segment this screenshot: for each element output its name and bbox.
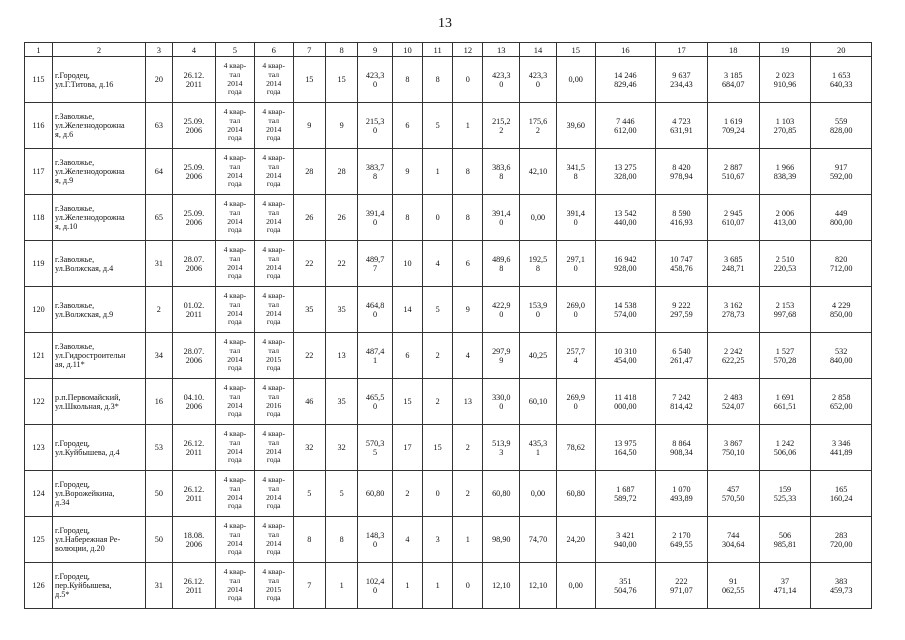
table-row	[25, 195, 872, 241]
address-cell: г.Заволжье, ул.Волжская, д.9	[53, 287, 146, 333]
col20-cell: 559 828,00	[811, 103, 872, 149]
col19-cell: 1 527 570,28	[759, 333, 811, 379]
address-cell: г.Заволжье, ул.Гидростроительн ая, д.11*	[53, 333, 146, 379]
col15-cell: 78,62	[556, 425, 595, 471]
table-row	[25, 425, 872, 471]
col13-cell: 12,10	[483, 563, 520, 609]
col9-cell: 423,3 0	[358, 57, 393, 103]
address-cell: г.Заволжье, ул.Железнодорожна я, д.6	[53, 103, 146, 149]
col7-cell: 8	[293, 517, 325, 563]
col13-cell: 422,9 0	[483, 287, 520, 333]
col16-cell: 10 310 454,00	[595, 333, 655, 379]
header-cell: 7	[293, 43, 325, 57]
row-number-cell: 116	[25, 103, 53, 149]
col9-cell: 487,4 1	[358, 333, 393, 379]
col16-cell: 351 504,76	[595, 563, 655, 609]
col7-cell: 28	[293, 149, 325, 195]
col11-cell: 4	[423, 241, 453, 287]
quarter-start-cell: 4 квар- тал 2014 года	[215, 57, 254, 103]
col10-cell: 14	[392, 287, 422, 333]
col11-cell: 0	[423, 195, 453, 241]
header-cell: 18	[707, 43, 759, 57]
quarter-start-cell: 4 квар- тал 2014 года	[215, 425, 254, 471]
date-cell: 18.08. 2006	[172, 517, 215, 563]
col18-cell: 457 570,50	[707, 471, 759, 517]
col11-cell: 15	[423, 425, 453, 471]
col18-cell: 3 685 248,71	[707, 241, 759, 287]
col19-cell: 1 103 270,85	[759, 103, 811, 149]
col18-cell: 3 162 278,73	[707, 287, 759, 333]
quarter-start-cell: 4 квар- тал 2014 года	[215, 379, 254, 425]
col12-cell: 2	[453, 471, 483, 517]
header-cell: 9	[358, 43, 393, 57]
col3-cell: 31	[145, 563, 172, 609]
col15-cell: 257,7 4	[556, 333, 595, 379]
col8-cell: 9	[325, 103, 357, 149]
col16-cell: 14 538 574,00	[595, 287, 655, 333]
col7-cell: 7	[293, 563, 325, 609]
header-cell: 12	[453, 43, 483, 57]
col7-cell: 35	[293, 287, 325, 333]
col11-cell: 5	[423, 287, 453, 333]
col10-cell: 6	[392, 103, 422, 149]
date-cell: 25.09. 2006	[172, 195, 215, 241]
table-row	[25, 241, 872, 287]
col18-cell: 2 242 622,25	[707, 333, 759, 379]
col15-cell: 60,80	[556, 471, 595, 517]
address-cell: г.Заволжье, ул.Железнодорожна я, д.10	[53, 195, 146, 241]
col8-cell: 26	[325, 195, 357, 241]
col19-cell: 506 985,81	[759, 517, 811, 563]
col17-cell: 2 170 649,55	[656, 517, 708, 563]
col19-cell: 2 023 910,96	[759, 57, 811, 103]
table-row	[25, 287, 872, 333]
row-number-cell: 119	[25, 241, 53, 287]
header-cell: 20	[811, 43, 872, 57]
quarter-end-cell: 4 квар- тал 2014 года	[254, 57, 293, 103]
quarter-end-cell: 4 квар- тал 2015 года	[254, 563, 293, 609]
col16-cell: 16 942 928,00	[595, 241, 655, 287]
header-cell: 6	[254, 43, 293, 57]
col8-cell: 8	[325, 517, 357, 563]
row-number-cell: 115	[25, 57, 53, 103]
col12-cell: 0	[453, 563, 483, 609]
col3-cell: 64	[145, 149, 172, 195]
col18-cell: 91 062,55	[707, 563, 759, 609]
col11-cell: 0	[423, 471, 453, 517]
col13-cell: 215,2 2	[483, 103, 520, 149]
col7-cell: 22	[293, 333, 325, 379]
col18-cell: 744 304,64	[707, 517, 759, 563]
col14-cell: 435,3 1	[520, 425, 557, 471]
col10-cell: 17	[392, 425, 422, 471]
col7-cell: 9	[293, 103, 325, 149]
table-row	[25, 517, 872, 563]
col16-cell: 3 421 940,00	[595, 517, 655, 563]
quarter-start-cell: 4 квар- тал 2014 года	[215, 287, 254, 333]
col14-cell: 0,00	[520, 195, 557, 241]
col10-cell: 4	[392, 517, 422, 563]
col15-cell: 0,00	[556, 57, 595, 103]
col15-cell: 341,5 8	[556, 149, 595, 195]
col10-cell: 8	[392, 57, 422, 103]
col11-cell: 2	[423, 333, 453, 379]
col3-cell: 34	[145, 333, 172, 379]
col13-cell: 489,6 8	[483, 241, 520, 287]
col7-cell: 46	[293, 379, 325, 425]
quarter-start-cell: 4 квар- тал 2014 года	[215, 149, 254, 195]
col16-cell: 11 418 000,00	[595, 379, 655, 425]
col12-cell: 1	[453, 517, 483, 563]
col8-cell: 22	[325, 241, 357, 287]
address-cell: г.Городец, ул.Набережная Ре- волюции, д.20	[53, 517, 146, 563]
col11-cell: 1	[423, 149, 453, 195]
quarter-end-cell: 4 квар- тал 2014 года	[254, 471, 293, 517]
col12-cell: 9	[453, 287, 483, 333]
quarter-end-cell: 4 квар- тал 2014 года	[254, 149, 293, 195]
col20-cell: 532 840,00	[811, 333, 872, 379]
address-cell: г.Городец, ул.Куйбышева, д.4	[53, 425, 146, 471]
col20-cell: 4 229 850,00	[811, 287, 872, 333]
col14-cell: 192,5 8	[520, 241, 557, 287]
col8-cell: 15	[325, 57, 357, 103]
col17-cell: 8 590 416,93	[656, 195, 708, 241]
col19-cell: 37 471,14	[759, 563, 811, 609]
quarter-end-cell: 4 квар- тал 2016 года	[254, 379, 293, 425]
table-row	[25, 333, 872, 379]
col17-cell: 222 971,07	[656, 563, 708, 609]
quarter-end-cell: 4 квар- тал 2015 года	[254, 333, 293, 379]
col17-cell: 4 723 631,91	[656, 103, 708, 149]
table-row	[25, 563, 872, 609]
data-table	[24, 42, 872, 609]
col3-cell: 50	[145, 471, 172, 517]
col16-cell: 13 975 164,50	[595, 425, 655, 471]
col9-cell: 570,3 5	[358, 425, 393, 471]
col19-cell: 2 153 997,68	[759, 287, 811, 333]
col7-cell: 22	[293, 241, 325, 287]
quarter-end-cell: 4 квар- тал 2014 года	[254, 517, 293, 563]
header-cell: 2	[53, 43, 146, 57]
col14-cell: 153,9 0	[520, 287, 557, 333]
col19-cell: 1 691 661,51	[759, 379, 811, 425]
col8-cell: 1	[325, 563, 357, 609]
col11-cell: 2	[423, 379, 453, 425]
col11-cell: 5	[423, 103, 453, 149]
address-cell: г.Заволжье, ул.Железнодорожна я, д.9	[53, 149, 146, 195]
col16-cell: 14 246 829,46	[595, 57, 655, 103]
col14-cell: 12,10	[520, 563, 557, 609]
col15-cell: 0,00	[556, 563, 595, 609]
col12-cell: 4	[453, 333, 483, 379]
table-row	[25, 103, 872, 149]
col3-cell: 20	[145, 57, 172, 103]
col20-cell: 383 459,73	[811, 563, 872, 609]
table-wrapper	[24, 42, 872, 609]
table-row	[25, 149, 872, 195]
col17-cell: 7 242 814,42	[656, 379, 708, 425]
col10-cell: 6	[392, 333, 422, 379]
col13-cell: 330,0 0	[483, 379, 520, 425]
col14-cell: 74,70	[520, 517, 557, 563]
date-cell: 28.07. 2006	[172, 241, 215, 287]
col8-cell: 5	[325, 471, 357, 517]
col18-cell: 2 483 524,07	[707, 379, 759, 425]
date-cell: 25.09. 2006	[172, 149, 215, 195]
col3-cell: 53	[145, 425, 172, 471]
row-number-cell: 124	[25, 471, 53, 517]
col9-cell: 464,8 0	[358, 287, 393, 333]
row-number-cell: 122	[25, 379, 53, 425]
date-cell: 01.02. 2011	[172, 287, 215, 333]
col8-cell: 13	[325, 333, 357, 379]
row-number-cell: 121	[25, 333, 53, 379]
header-cell: 17	[656, 43, 708, 57]
col20-cell: 3 346 441,89	[811, 425, 872, 471]
quarter-end-cell: 4 квар- тал 2014 года	[254, 241, 293, 287]
col12-cell: 13	[453, 379, 483, 425]
col17-cell: 6 540 261,47	[656, 333, 708, 379]
table-body	[25, 57, 872, 609]
header-cell: 4	[172, 43, 215, 57]
header-cell: 16	[595, 43, 655, 57]
col19-cell: 1 966 838,39	[759, 149, 811, 195]
date-cell: 26.12. 2011	[172, 471, 215, 517]
quarter-end-cell: 4 квар- тал 2014 года	[254, 287, 293, 333]
date-cell: 26.12. 2011	[172, 563, 215, 609]
col20-cell: 449 800,00	[811, 195, 872, 241]
col20-cell: 165 160,24	[811, 471, 872, 517]
col3-cell: 16	[145, 379, 172, 425]
col9-cell: 489,7 7	[358, 241, 393, 287]
address-cell: г.Городец, ул.Г.Титова, д.16	[53, 57, 146, 103]
col12-cell: 6	[453, 241, 483, 287]
col3-cell: 65	[145, 195, 172, 241]
col14-cell: 42,10	[520, 149, 557, 195]
col16-cell: 13 275 328,00	[595, 149, 655, 195]
header-cell: 1	[25, 43, 53, 57]
col9-cell: 383,7 8	[358, 149, 393, 195]
header-cell: 15	[556, 43, 595, 57]
col20-cell: 820 712,00	[811, 241, 872, 287]
col9-cell: 102,4 0	[358, 563, 393, 609]
quarter-start-cell: 4 квар- тал 2014 года	[215, 241, 254, 287]
col17-cell: 1 070 493,89	[656, 471, 708, 517]
col17-cell: 8 864 908,34	[656, 425, 708, 471]
col10-cell: 9	[392, 149, 422, 195]
col17-cell: 10 747 458,76	[656, 241, 708, 287]
col13-cell: 297,9 9	[483, 333, 520, 379]
address-cell: г.Городец, ул.Ворожейкина, д.34	[53, 471, 146, 517]
col3-cell: 31	[145, 241, 172, 287]
col11-cell: 1	[423, 563, 453, 609]
col15-cell: 269,0 0	[556, 287, 595, 333]
col14-cell: 40,25	[520, 333, 557, 379]
col17-cell: 8 420 978,94	[656, 149, 708, 195]
row-number-cell: 117	[25, 149, 53, 195]
col15-cell: 24,20	[556, 517, 595, 563]
row-number-cell: 126	[25, 563, 53, 609]
header-cell: 5	[215, 43, 254, 57]
col14-cell: 423,3 0	[520, 57, 557, 103]
col8-cell: 35	[325, 379, 357, 425]
quarter-start-cell: 4 квар- тал 2014 года	[215, 563, 254, 609]
quarter-start-cell: 4 квар- тал 2014 года	[215, 471, 254, 517]
col20-cell: 1 653 640,33	[811, 57, 872, 103]
col3-cell: 50	[145, 517, 172, 563]
col18-cell: 2 945 610,07	[707, 195, 759, 241]
col3-cell: 2	[145, 287, 172, 333]
col10-cell: 2	[392, 471, 422, 517]
col12-cell: 2	[453, 425, 483, 471]
table-row	[25, 379, 872, 425]
date-cell: 26.12. 2011	[172, 425, 215, 471]
header-cell: 13	[483, 43, 520, 57]
col19-cell: 2 510 220,53	[759, 241, 811, 287]
header-cell: 11	[423, 43, 453, 57]
quarter-end-cell: 4 квар- тал 2014 года	[254, 103, 293, 149]
col8-cell: 35	[325, 287, 357, 333]
quarter-start-cell: 4 квар- тал 2014 года	[215, 103, 254, 149]
col11-cell: 8	[423, 57, 453, 103]
col19-cell: 2 006 413,00	[759, 195, 811, 241]
row-number-cell: 120	[25, 287, 53, 333]
header-cell: 19	[759, 43, 811, 57]
col15-cell: 39,60	[556, 103, 595, 149]
col12-cell: 0	[453, 57, 483, 103]
col10-cell: 10	[392, 241, 422, 287]
col13-cell: 391,4 0	[483, 195, 520, 241]
address-cell: р.п.Первомайский, ул.Школьная, д.3*	[53, 379, 146, 425]
col7-cell: 5	[293, 471, 325, 517]
col10-cell: 1	[392, 563, 422, 609]
col15-cell: 297,1 0	[556, 241, 595, 287]
col15-cell: 391,4 0	[556, 195, 595, 241]
table-header	[25, 43, 872, 57]
col20-cell: 283 720,00	[811, 517, 872, 563]
header-cell: 3	[145, 43, 172, 57]
col3-cell: 63	[145, 103, 172, 149]
col12-cell: 1	[453, 103, 483, 149]
col16-cell: 13 542 440,00	[595, 195, 655, 241]
quarter-start-cell: 4 квар- тал 2014 года	[215, 195, 254, 241]
col9-cell: 465,5 0	[358, 379, 393, 425]
col19-cell: 159 525,33	[759, 471, 811, 517]
col14-cell: 0,00	[520, 471, 557, 517]
date-cell: 28.07. 2006	[172, 333, 215, 379]
col17-cell: 9 637 234,43	[656, 57, 708, 103]
col18-cell: 2 887 510,67	[707, 149, 759, 195]
row-number-cell: 125	[25, 517, 53, 563]
header-cell: 8	[325, 43, 357, 57]
row-number-cell: 118	[25, 195, 53, 241]
address-cell: г.Заволжье, ул.Волжская, д.4	[53, 241, 146, 287]
col13-cell: 513,9 3	[483, 425, 520, 471]
date-cell: 25.09. 2006	[172, 103, 215, 149]
date-cell: 04.10. 2006	[172, 379, 215, 425]
table-row	[25, 57, 872, 103]
address-cell: г.Городец, пер.Куйбышева, д.5*	[53, 563, 146, 609]
col19-cell: 1 242 506,06	[759, 425, 811, 471]
col18-cell: 3 867 750,10	[707, 425, 759, 471]
col14-cell: 175,6 2	[520, 103, 557, 149]
col20-cell: 2 858 652,00	[811, 379, 872, 425]
col17-cell: 9 222 297,59	[656, 287, 708, 333]
col7-cell: 15	[293, 57, 325, 103]
col7-cell: 32	[293, 425, 325, 471]
quarter-start-cell: 4 квар- тал 2014 года	[215, 333, 254, 379]
col12-cell: 8	[453, 195, 483, 241]
col9-cell: 148,3 0	[358, 517, 393, 563]
col16-cell: 1 687 589,72	[595, 471, 655, 517]
col7-cell: 26	[293, 195, 325, 241]
col8-cell: 32	[325, 425, 357, 471]
header-cell: 10	[392, 43, 422, 57]
col13-cell: 98,90	[483, 517, 520, 563]
col13-cell: 423,3 0	[483, 57, 520, 103]
col18-cell: 3 185 684,07	[707, 57, 759, 103]
col16-cell: 7 446 612,00	[595, 103, 655, 149]
quarter-end-cell: 4 квар- тал 2014 года	[254, 425, 293, 471]
col10-cell: 8	[392, 195, 422, 241]
col13-cell: 60,80	[483, 471, 520, 517]
page-number: 13	[438, 16, 452, 31]
col20-cell: 917 592,00	[811, 149, 872, 195]
col18-cell: 1 619 709,24	[707, 103, 759, 149]
quarter-start-cell: 4 квар- тал 2014 года	[215, 517, 254, 563]
col15-cell: 269,9 0	[556, 379, 595, 425]
header-cell: 14	[520, 43, 557, 57]
header-row	[25, 43, 872, 57]
col14-cell: 60,10	[520, 379, 557, 425]
quarter-end-cell: 4 квар- тал 2014 года	[254, 195, 293, 241]
row-number-cell: 123	[25, 425, 53, 471]
col9-cell: 391,4 0	[358, 195, 393, 241]
col10-cell: 15	[392, 379, 422, 425]
col11-cell: 3	[423, 517, 453, 563]
col13-cell: 383,6 8	[483, 149, 520, 195]
col9-cell: 60,80	[358, 471, 393, 517]
col12-cell: 8	[453, 149, 483, 195]
col8-cell: 28	[325, 149, 357, 195]
table-row	[25, 471, 872, 517]
date-cell: 26.12. 2011	[172, 57, 215, 103]
col9-cell: 215,3 0	[358, 103, 393, 149]
